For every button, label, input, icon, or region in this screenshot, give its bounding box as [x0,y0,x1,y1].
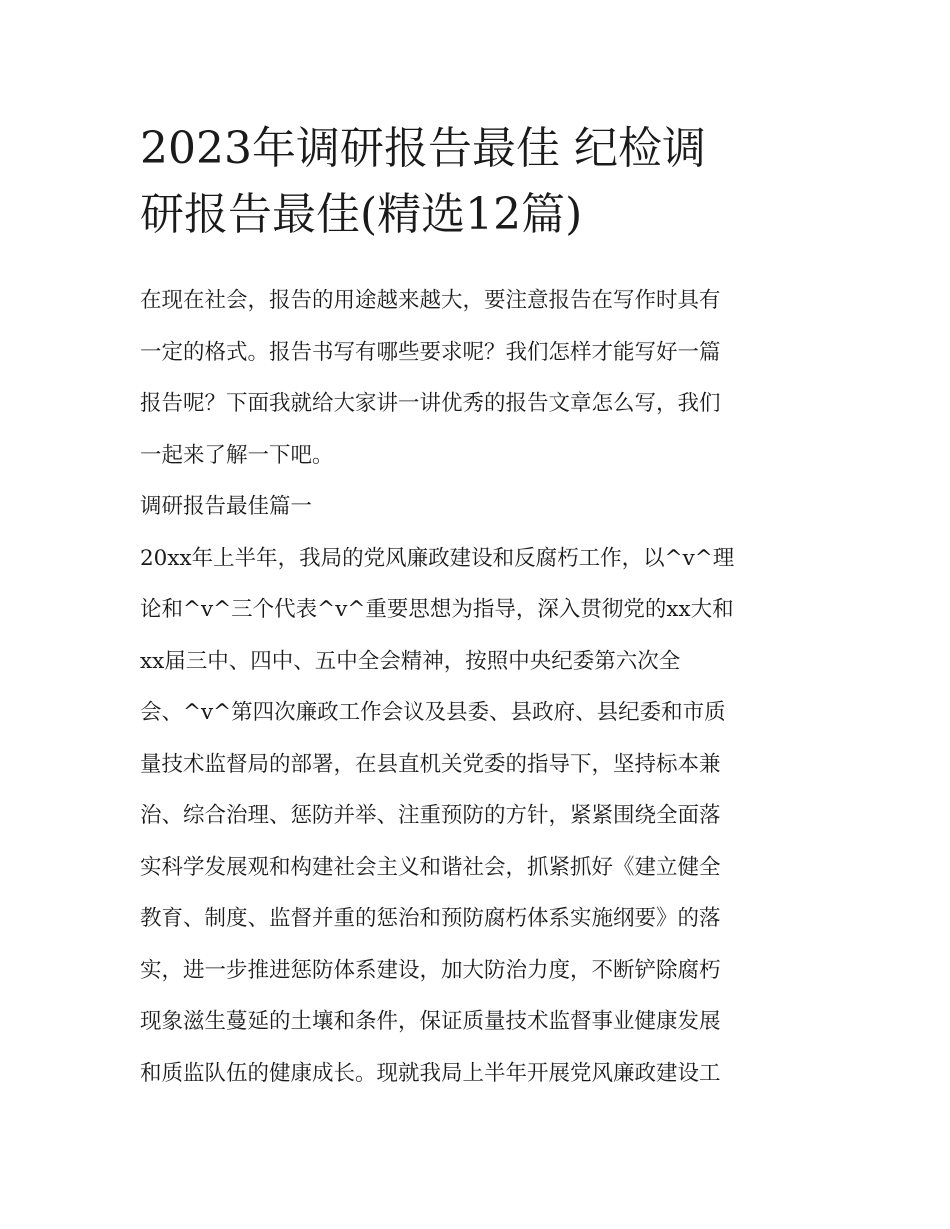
document-body [140,280,816,1104]
body-line: xx届三中、四中、五中全会精神，按照中央纪委第六次全 [140,648,681,674]
body-line: 实科学发展观和构建社会主义和谐社会，抓紧抓好《建立健全 [140,854,721,880]
intro-line: 一定的格式。报告书写有哪些要求呢？我们怎样才能写好一篇 [140,339,721,365]
title-line: 研报告最佳(精选12篇) [140,189,583,240]
body-line: 现象滋生蔓延的土壤和条件，保证质量技术监督事业健康发展 [140,1009,721,1034]
body-line: 会、^v^第四次廉政工作会议及县委、县政府、县纪委和市质 [140,700,726,725]
body-line: 20xx年上半年，我局的党风廉政建设和反腐朽工作，以^v^理 [140,545,735,571]
section-heading: 调研报告最佳篇一 [140,494,313,519]
intro-line: 在现在社会，报告的用途越来越大，要注意报告在写作时具有 [140,288,721,313]
body-line: 治、综合治理、惩防并举、注重预防的方针，紧紧围绕全面落 [140,803,721,828]
intro-line: 一起来了解一下吧。 [140,442,334,468]
intro-line: 报告呢？下面我就给大家讲一讲优秀的报告文章怎么写，我们 [140,391,721,416]
title-line: 2023年调研报告最佳 纪检调 [140,123,706,174]
body-line: 实，进一步推进惩防体系建设，加大防治力度，不断铲除腐朽 [140,957,721,983]
body-line: 论和^v^三个代表^v^重要思想为指导，深入贯彻党的xx大和 [140,597,734,622]
body-line: 量技术监督局的部署，在县直机关党委的指导下，坚持标本兼 [140,751,721,777]
body-line: 和质监队伍的健康成长。现就我局上半年开展党风廉政建设工 [140,1060,721,1086]
body-line: 教育、制度、监督并重的惩治和预防腐朽体系实施纲要》的落 [140,906,721,931]
document-title [140,116,820,248]
